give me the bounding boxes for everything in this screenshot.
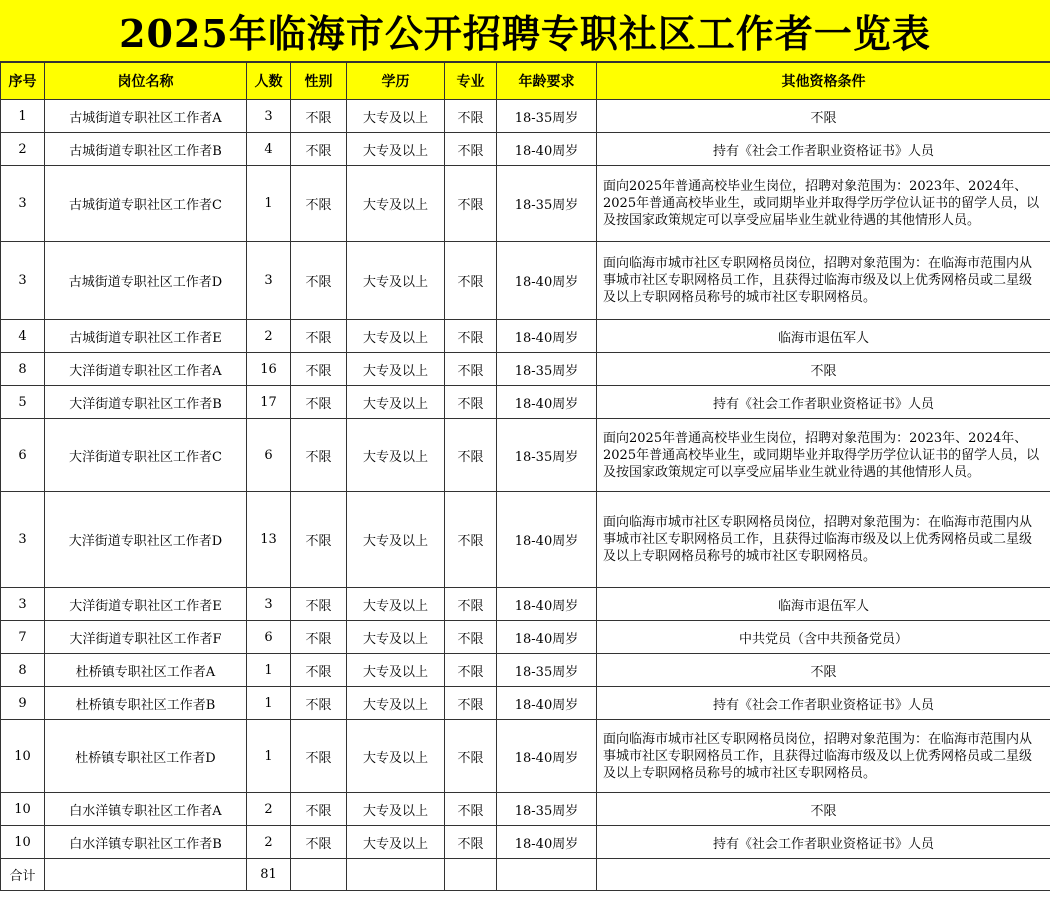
- cell-count: 2: [247, 793, 291, 826]
- cell-gender: 不限: [291, 386, 347, 419]
- table-row: [1, 353, 1050, 386]
- cell-gender: 不限: [291, 100, 347, 133]
- table-row: [1, 588, 1050, 621]
- cell-count: 2: [247, 826, 291, 859]
- cell-gender: 不限: [291, 320, 347, 353]
- cell-age: 18-40周岁: [497, 386, 597, 419]
- header-other: 其他资格条件: [597, 63, 1050, 100]
- cell-education: 大专及以上: [347, 588, 445, 621]
- cell-count: 1: [247, 687, 291, 720]
- cell-age: 18-35周岁: [497, 100, 597, 133]
- cell-count: 16: [247, 353, 291, 386]
- cell-age: 18-40周岁: [497, 720, 597, 793]
- cell-other: 持有《社会工作者职业资格证书》人员: [597, 687, 1050, 720]
- header-position: 岗位名称: [45, 63, 247, 100]
- cell-education: 大专及以上: [347, 793, 445, 826]
- cell-no: 3: [1, 242, 45, 320]
- cell-no: 1: [1, 100, 45, 133]
- cell-other: 不限: [597, 100, 1050, 133]
- cell-education: 大专及以上: [347, 621, 445, 654]
- header-no: 序号: [1, 63, 45, 100]
- cell-major: 不限: [445, 826, 497, 859]
- cell-age: 18-40周岁: [497, 320, 597, 353]
- cell-gender: 不限: [291, 353, 347, 386]
- cell-age: 18-35周岁: [497, 793, 597, 826]
- cell-gender: 不限: [291, 720, 347, 793]
- cell-other: 临海市退伍军人: [597, 320, 1050, 353]
- cell-position: 古城街道专职社区工作者B: [45, 133, 247, 166]
- table-row: [1, 826, 1050, 859]
- cell-position: 古城街道专职社区工作者A: [45, 100, 247, 133]
- cell-no: 10: [1, 826, 45, 859]
- cell-no: 8: [1, 353, 45, 386]
- cell-age: 18-40周岁: [497, 826, 597, 859]
- cell-position: 白水洋镇专职社区工作者A: [45, 793, 247, 826]
- page-title: 2025年临海市公开招聘专职社区工作者一览表: [0, 0, 1050, 62]
- cell-no: 10: [1, 793, 45, 826]
- cell-gender: 不限: [291, 687, 347, 720]
- table-row: [1, 133, 1050, 166]
- header-row: [1, 63, 1050, 100]
- cell-education: 大专及以上: [347, 166, 445, 242]
- cell-no: 6: [1, 419, 45, 492]
- table-row: [1, 100, 1050, 133]
- cell-count: 3: [247, 100, 291, 133]
- total-empty: [291, 859, 347, 891]
- cell-other: 面向2025年普通高校毕业生岗位，招聘对象范围为：2023年、2024年、2025年普通高校毕业生，或同期毕业并取得学历学位认证书的留学人员，以及按国家政策规定可以享受应届毕业生就业待遇的其他情形人员。: [597, 419, 1050, 492]
- cell-gender: 不限: [291, 133, 347, 166]
- cell-no: 9: [1, 687, 45, 720]
- cell-major: 不限: [445, 386, 497, 419]
- cell-gender: 不限: [291, 242, 347, 320]
- cell-major: 不限: [445, 588, 497, 621]
- cell-gender: 不限: [291, 826, 347, 859]
- cell-count: 1: [247, 654, 291, 687]
- cell-gender: 不限: [291, 166, 347, 242]
- total-label: 合计: [1, 859, 45, 891]
- header-age: 年龄要求: [497, 63, 597, 100]
- header-count: 人数: [247, 63, 291, 100]
- cell-gender: 不限: [291, 621, 347, 654]
- cell-age: 18-35周岁: [497, 654, 597, 687]
- total-empty: [597, 859, 1050, 891]
- table-row: [1, 320, 1050, 353]
- cell-gender: 不限: [291, 588, 347, 621]
- cell-education: 大专及以上: [347, 320, 445, 353]
- cell-position: 大洋街道专职社区工作者F: [45, 621, 247, 654]
- total-empty: [347, 859, 445, 891]
- cell-age: 18-40周岁: [497, 621, 597, 654]
- table-row: [1, 492, 1050, 588]
- table-row: [1, 654, 1050, 687]
- cell-other: 临海市退伍军人: [597, 588, 1050, 621]
- header-gender: 性别: [291, 63, 347, 100]
- total-empty: [45, 859, 247, 891]
- cell-education: 大专及以上: [347, 826, 445, 859]
- cell-count: 17: [247, 386, 291, 419]
- table-row: [1, 386, 1050, 419]
- cell-education: 大专及以上: [347, 386, 445, 419]
- header-major: 专业: [445, 63, 497, 100]
- cell-count: 1: [247, 720, 291, 793]
- cell-other: 不限: [597, 654, 1050, 687]
- total-row: [1, 859, 1050, 891]
- cell-education: 大专及以上: [347, 353, 445, 386]
- table-row: [1, 687, 1050, 720]
- cell-major: 不限: [445, 793, 497, 826]
- table-row: [1, 720, 1050, 793]
- cell-age: 18-35周岁: [497, 353, 597, 386]
- cell-major: 不限: [445, 720, 497, 793]
- cell-position: 大洋街道专职社区工作者D: [45, 492, 247, 588]
- cell-gender: 不限: [291, 419, 347, 492]
- cell-other: 面向临海市城市社区专职网格员岗位，招聘对象范围为：在临海市范围内从事城市社区专职网格员工作，且获得过临海市级及以上优秀网格员或二星级及以上专职网格员称号的城市社区专职网格员。: [597, 720, 1050, 793]
- total-empty: [497, 859, 597, 891]
- cell-major: 不限: [445, 654, 497, 687]
- total-count: 81: [247, 859, 291, 891]
- cell-age: 18-35周岁: [497, 166, 597, 242]
- cell-count: 6: [247, 419, 291, 492]
- cell-education: 大专及以上: [347, 492, 445, 588]
- cell-no: 8: [1, 654, 45, 687]
- table-row: [1, 419, 1050, 492]
- cell-other: 面向临海市城市社区专职网格员岗位，招聘对象范围为：在临海市范围内从事城市社区专职网格员工作，且获得过临海市级及以上优秀网格员或二星级及以上专职网格员称号的城市社区专职网格员。: [597, 492, 1050, 588]
- cell-other: 不限: [597, 793, 1050, 826]
- cell-position: 大洋街道专职社区工作者E: [45, 588, 247, 621]
- cell-position: 古城街道专职社区工作者E: [45, 320, 247, 353]
- cell-major: 不限: [445, 320, 497, 353]
- cell-major: 不限: [445, 166, 497, 242]
- cell-age: 18-35周岁: [497, 419, 597, 492]
- cell-age: 18-40周岁: [497, 687, 597, 720]
- table-row: [1, 621, 1050, 654]
- cell-education: 大专及以上: [347, 242, 445, 320]
- cell-no: 3: [1, 588, 45, 621]
- cell-major: 不限: [445, 621, 497, 654]
- cell-age: 18-40周岁: [497, 492, 597, 588]
- cell-position: 古城街道专职社区工作者D: [45, 242, 247, 320]
- table-row: [1, 166, 1050, 242]
- cell-other: 持有《社会工作者职业资格证书》人员: [597, 826, 1050, 859]
- cell-count: 6: [247, 621, 291, 654]
- total-empty: [445, 859, 497, 891]
- cell-major: 不限: [445, 353, 497, 386]
- cell-major: 不限: [445, 100, 497, 133]
- cell-count: 3: [247, 588, 291, 621]
- cell-position: 大洋街道专职社区工作者C: [45, 419, 247, 492]
- cell-other: 持有《社会工作者职业资格证书》人员: [597, 133, 1050, 166]
- cell-position: 大洋街道专职社区工作者B: [45, 386, 247, 419]
- cell-count: 3: [247, 242, 291, 320]
- cell-count: 4: [247, 133, 291, 166]
- cell-count: 1: [247, 166, 291, 242]
- cell-count: 2: [247, 320, 291, 353]
- cell-position: 杜桥镇专职社区工作者D: [45, 720, 247, 793]
- cell-other: 面向2025年普通高校毕业生岗位，招聘对象范围为：2023年、2024年、2025年普通高校毕业生，或同期毕业并取得学历学位认证书的留学人员，以及按国家政策规定可以享受应届毕业生就业待遇的其他情形人员。: [597, 166, 1050, 242]
- cell-other: 持有《社会工作者职业资格证书》人员: [597, 386, 1050, 419]
- cell-gender: 不限: [291, 492, 347, 588]
- cell-major: 不限: [445, 419, 497, 492]
- cell-education: 大专及以上: [347, 654, 445, 687]
- cell-major: 不限: [445, 133, 497, 166]
- cell-other: 面向临海市城市社区专职网格员岗位，招聘对象范围为：在临海市范围内从事城市社区专职网格员工作，且获得过临海市级及以上优秀网格员或二星级及以上专职网格员称号的城市社区专职网格员。: [597, 242, 1050, 320]
- cell-no: 10: [1, 720, 45, 793]
- cell-no: 5: [1, 386, 45, 419]
- recruitment-table: [0, 62, 1050, 891]
- cell-other: 中共党员（含中共预备党员）: [597, 621, 1050, 654]
- cell-no: 2: [1, 133, 45, 166]
- cell-education: 大专及以上: [347, 100, 445, 133]
- cell-position: 杜桥镇专职社区工作者A: [45, 654, 247, 687]
- header-education: 学历: [347, 63, 445, 100]
- cell-education: 大专及以上: [347, 687, 445, 720]
- cell-age: 18-40周岁: [497, 588, 597, 621]
- cell-position: 杜桥镇专职社区工作者B: [45, 687, 247, 720]
- table-row: [1, 793, 1050, 826]
- cell-age: 18-40周岁: [497, 133, 597, 166]
- cell-major: 不限: [445, 687, 497, 720]
- cell-count: 13: [247, 492, 291, 588]
- cell-education: 大专及以上: [347, 133, 445, 166]
- cell-education: 大专及以上: [347, 419, 445, 492]
- cell-gender: 不限: [291, 654, 347, 687]
- cell-no: 7: [1, 621, 45, 654]
- cell-major: 不限: [445, 242, 497, 320]
- cell-no: 3: [1, 492, 45, 588]
- cell-position: 古城街道专职社区工作者C: [45, 166, 247, 242]
- cell-age: 18-40周岁: [497, 242, 597, 320]
- cell-major: 不限: [445, 492, 497, 588]
- cell-no: 4: [1, 320, 45, 353]
- cell-education: 大专及以上: [347, 720, 445, 793]
- cell-position: 大洋街道专职社区工作者A: [45, 353, 247, 386]
- cell-gender: 不限: [291, 793, 347, 826]
- cell-position: 白水洋镇专职社区工作者B: [45, 826, 247, 859]
- cell-other: 不限: [597, 353, 1050, 386]
- cell-no: 3: [1, 166, 45, 242]
- table-row: [1, 242, 1050, 320]
